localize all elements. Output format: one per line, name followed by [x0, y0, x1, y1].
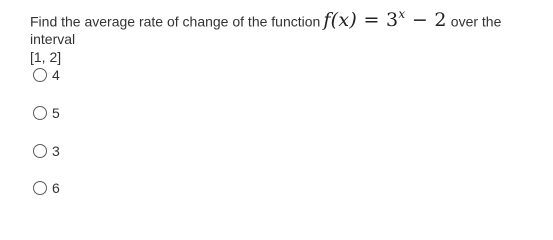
- function-equals: =: [363, 9, 380, 32]
- function-exponent: x: [398, 7, 406, 21]
- function-lhs: f(x): [323, 9, 358, 32]
- option-label: 5: [52, 105, 60, 121]
- function-formula: [323, 9, 446, 31]
- option-label: 3: [52, 143, 60, 159]
- answer-option-3[interactable]: [33, 143, 60, 159]
- question-suffix: over the interval: [30, 13, 502, 48]
- function-base: 3: [386, 9, 399, 32]
- question-interval: [1, 2]: [30, 49, 62, 66]
- answer-option-4[interactable]: [33, 180, 60, 196]
- function-minus: −: [411, 9, 429, 32]
- answer-option-1[interactable]: [33, 67, 60, 83]
- function-constant: 2: [434, 9, 447, 32]
- radio-button[interactable]: [33, 106, 47, 120]
- question-prefix: Find the average rate of change of the function: [30, 13, 321, 30]
- question-text: [30, 6, 530, 66]
- answer-option-2[interactable]: [33, 105, 60, 121]
- radio-button[interactable]: [33, 144, 47, 158]
- radio-button[interactable]: [33, 68, 47, 82]
- radio-button[interactable]: [33, 181, 47, 195]
- option-label: 6: [52, 180, 60, 196]
- option-label: 4: [52, 67, 60, 83]
